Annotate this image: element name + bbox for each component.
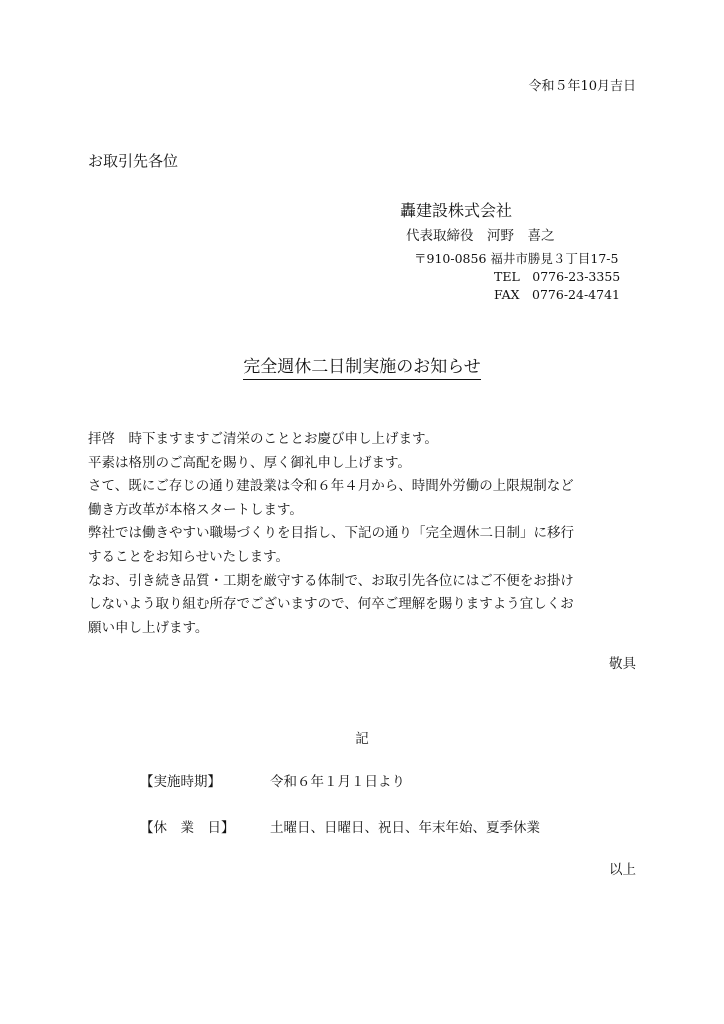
notice-item-label: 【休 業 日】 [140, 820, 235, 836]
sender-fax: FAX 0776-24-4741 [494, 287, 620, 302]
notice-item-value: 土曜日、日曜日、祝日、年末年始、夏季休業 [270, 820, 540, 836]
sender-company: 轟建設株式会社 [400, 201, 513, 220]
sender-address: 〒910-0856 福井市勝見３丁目17-5 [414, 251, 619, 266]
body-line: することをお知らせいたします。 [88, 548, 290, 565]
closing-ijou: 以上 [609, 862, 636, 878]
body-line: 弊社では働きやすい職場づくりを目指し、下記の通り「完全週休二日制」に移行 [88, 525, 574, 542]
notice-item-label: 【実施時期】 [140, 774, 221, 790]
document-date: 令和５年10月吉日 [528, 79, 636, 94]
body-line: なお、引き続き品質・工期を厳守する体制で、お取引先各位にはご不便をお掛け [88, 572, 574, 589]
sender-tel: TEL 0776-23-3355 [494, 269, 621, 284]
body-text [88, 428, 644, 640]
body-line: 願い申し上げます。 [88, 619, 209, 636]
body-line: 働き方改革が本格スタートします。 [88, 501, 303, 518]
body-line: しないよう取り組む所存でございますので、何卒ご理解を賜りますよう宜しくお [88, 596, 574, 613]
document-title-wrap [0, 352, 724, 377]
document-title: 完全週休二日制実施のお知らせ [243, 357, 481, 380]
notice-item-value: 令和６年１月１日より [270, 774, 405, 790]
body-line: 平素は格別のご高配を賜り、厚く御礼申し上げます。 [88, 454, 411, 471]
recipient: お取引先各位 [88, 152, 179, 170]
sender-representative: 代表取締役 河野 喜之 [406, 228, 555, 244]
closing-keigu: 敬具 [609, 656, 636, 672]
body-line: さて、既にご存じの通り建設業は令和６年４月から、時間外労働の上限規制など [88, 478, 574, 495]
sender-contact [414, 250, 620, 304]
notice-heading: 記 [355, 731, 369, 747]
body-line: 拝啓 時下ますますご清栄のこととお慶び申し上げます。 [88, 431, 438, 447]
